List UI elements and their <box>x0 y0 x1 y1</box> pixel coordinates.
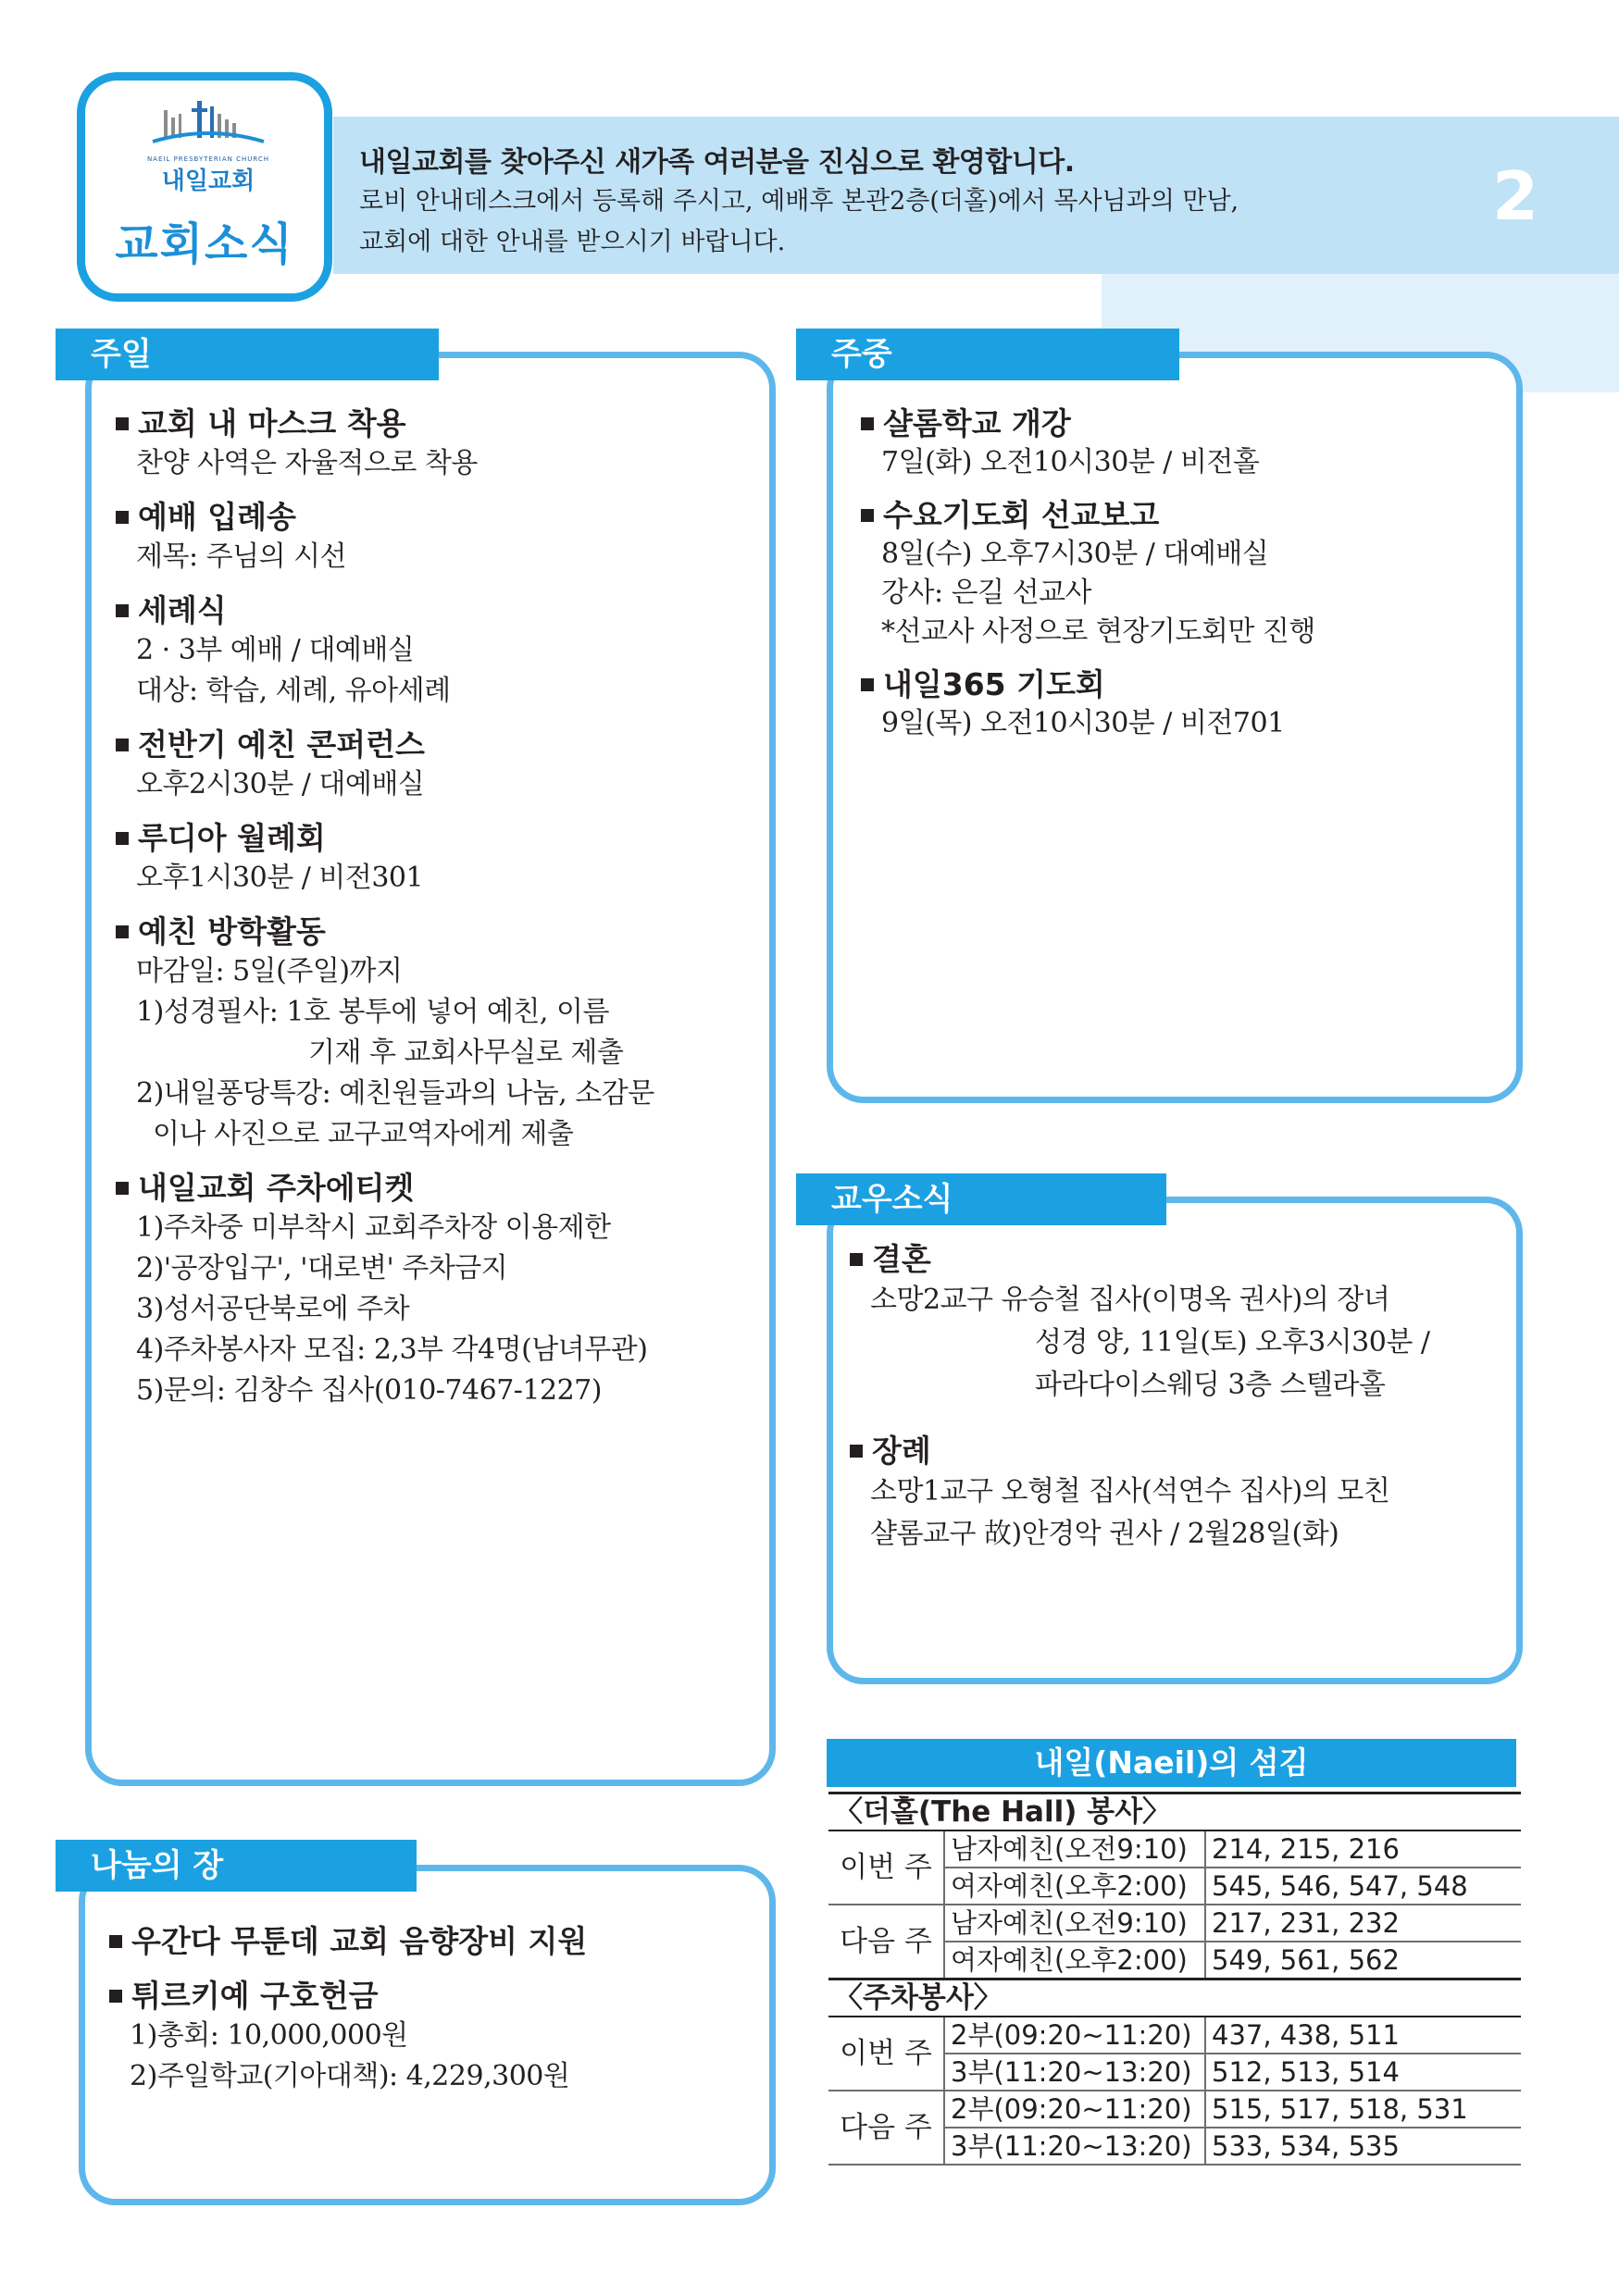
members-item-title <box>850 1235 1507 1279</box>
sharing-item-title-text: 튀르키예 구호헌금 <box>131 1978 379 2014</box>
weekday-item-title-text: 샬롬학교 개강 <box>883 405 1071 441</box>
sunday-item <box>116 908 764 1155</box>
weekday-item <box>861 400 1509 482</box>
group-cell: 2부(09:20~11:20) <box>944 2091 1205 2128</box>
logo-korean: 내일교회 <box>161 168 255 195</box>
sunday-item-line: 3)성서공단북로에 주차 <box>136 1293 410 1325</box>
sunday-item-line: 이나 사진으로 교구교역자에게 제출 <box>153 1118 574 1150</box>
weekday-item-title <box>861 491 1509 535</box>
church-logo-icon <box>143 97 273 153</box>
sunday-item-title <box>116 908 764 951</box>
sunday-item-line: 2)'공장입구', '대로변' 주차금지 <box>136 1252 508 1285</box>
members-item-line: 소망2교구 유승철 집사(이명옥 권사)의 장녀 <box>870 1284 1390 1316</box>
sunday-item-title <box>116 814 764 858</box>
week-cell: 이번 주 <box>828 2017 944 2091</box>
members-item-line: 샬롬교구 故)안경악 권사 / 2월28일(화) <box>870 1518 1339 1550</box>
bullet-square-icon <box>116 925 129 938</box>
group-cell: 남자예친(오전9:10) <box>944 1905 1205 1942</box>
weekday-list <box>861 400 1509 752</box>
numbers-cell: 217, 231, 232 <box>1205 1905 1521 1942</box>
weekday-tab: 주중 <box>796 329 1179 380</box>
sunday-item-line: 찬양 사역은 자율적으로 착용 <box>136 447 478 479</box>
sunday-item-line: 1)성경필사: 1호 봉투에 넣어 예친, 이름 <box>136 996 609 1028</box>
service-table <box>828 1792 1521 2166</box>
sunday-item-title-text: 교회 내 마스크 착용 <box>138 405 406 441</box>
sunday-item <box>116 400 764 484</box>
sunday-list <box>116 400 764 1421</box>
numbers-cell: 533, 534, 535 <box>1205 2128 1521 2165</box>
bullet-square-icon <box>861 678 874 691</box>
sunday-items <box>116 400 764 1411</box>
bullet-square-icon <box>116 511 129 524</box>
service-section-header: 〈더홀(The Hall) 봉사〉 <box>828 1793 1521 1831</box>
service-section-header: 〈주차봉사〉 <box>828 1980 1521 2017</box>
sunday-item <box>116 721 764 805</box>
members-list <box>850 1235 1507 1576</box>
welcome-line: 교회에 대한 안내를 받으시기 바랍니다. <box>359 228 786 256</box>
sharing-item-title <box>109 1972 757 2016</box>
bullet-square-icon <box>116 832 129 845</box>
numbers-cell: 214, 215, 216 <box>1205 1831 1521 1868</box>
group-cell: 3부(11:20~13:20) <box>944 2054 1205 2091</box>
weekday-item-line: 8일(수) 오후7시30분 / 대예배실 <box>881 538 1269 570</box>
table-row <box>828 1831 1521 1868</box>
week-cell: 다음 주 <box>828 2091 944 2165</box>
page-number: 2 <box>1492 157 1539 235</box>
sunday-item-title <box>116 587 764 630</box>
sunday-item-line: 대상: 학습, 세례, 유아세례 <box>136 675 451 707</box>
sharing-items <box>109 1917 757 2097</box>
sunday-item-line: 1)주차중 미부착시 교회주차장 이용제한 <box>136 1211 611 1244</box>
weekday-item-line: 9일(목) 오전10시30분 / 비전701 <box>881 707 1285 739</box>
sharing-item <box>109 1917 757 1961</box>
service-section-row <box>828 1980 1521 2017</box>
weekday-item-line: *선교사 사정으로 현장기도회만 진행 <box>881 615 1315 648</box>
members-item-title-text: 결혼 <box>872 1241 931 1277</box>
table-row <box>828 2091 1521 2128</box>
members-item <box>850 1235 1507 1407</box>
table-row <box>828 2017 1521 2054</box>
members-item-line: 성경 양, 11일(토) 오후3시30분 / <box>1035 1326 1430 1359</box>
sunday-item-line: 2)내일퐁당특강: 예친원들과의 나눔, 소감문 <box>136 1077 654 1110</box>
sharing-list <box>109 1917 757 2108</box>
table-row <box>828 1905 1521 1942</box>
welcome-heading: 내일교회를 찾아주신 새가족 여러분을 진심으로 환영합니다. <box>359 146 1075 179</box>
group-cell: 2부(09:20~11:20) <box>944 2017 1205 2054</box>
group-cell: 3부(11:20~13:20) <box>944 2128 1205 2165</box>
numbers-cell: 512, 513, 514 <box>1205 2054 1521 2091</box>
numbers-cell: 515, 517, 518, 531 <box>1205 2091 1521 2128</box>
group-cell: 여자예친(오후2:00) <box>944 1942 1205 1980</box>
bullet-square-icon <box>116 417 129 430</box>
members-item <box>850 1427 1507 1556</box>
sharing-item-line: 1)총회: 10,000,000원 <box>130 2019 408 2052</box>
weekday-item-title-text: 내일365 기도회 <box>883 666 1105 702</box>
sunday-item-line: 오후2시30분 / 대예배실 <box>136 768 425 800</box>
sunday-item-line: 2 · 3부 예배 / 대예배실 <box>136 634 415 666</box>
week-cell: 다음 주 <box>828 1905 944 1980</box>
members-item-title-text: 장례 <box>872 1433 931 1469</box>
sharing-item-title-text: 우간다 무툰데 교회 음향장비 지원 <box>131 1923 588 1959</box>
bullet-square-icon <box>850 1445 863 1458</box>
bullet-square-icon <box>109 1935 122 1948</box>
bullet-square-icon <box>850 1253 863 1266</box>
sunday-item-title-text: 전반기 예친 콘퍼런스 <box>138 726 425 763</box>
weekday-item-line: 강사: 은길 선교사 <box>881 577 1092 609</box>
sharing-item-title <box>109 1917 757 1961</box>
bullet-square-icon <box>861 417 874 430</box>
members-item-line: 파라다이스웨딩 3층 스텔라홀 <box>1035 1369 1386 1401</box>
sunday-tab: 주일 <box>56 329 439 380</box>
sunday-item-line: 제목: 주님의 시선 <box>136 540 347 573</box>
sunday-item <box>116 493 764 577</box>
sunday-item <box>116 814 764 899</box>
numbers-cell: 437, 438, 511 <box>1205 2017 1521 2054</box>
logo-english: NAEIL PRESBYTERIAN CHURCH <box>146 155 270 163</box>
bullet-square-icon <box>116 738 129 751</box>
service-title: 내일(Naeil)의 섬김 <box>827 1739 1516 1787</box>
group-cell: 남자예친(오전9:10) <box>944 1831 1205 1868</box>
sunday-item-title-text: 예친 방학활동 <box>138 913 326 949</box>
page-title: 교회소식 <box>115 218 294 270</box>
members-items <box>850 1235 1507 1556</box>
sunday-item-title-text: 예배 입례송 <box>138 499 296 535</box>
welcome-line: 로비 안내데스크에서 등록해 주시고, 예배후 본관2층(더홀)에서 목사님과의 만남, <box>359 187 1239 216</box>
weekday-item-line: 7일(화) 오전10시30분 / 비전홀 <box>881 446 1260 478</box>
weekday-item <box>861 661 1509 743</box>
sunday-item-title <box>116 721 764 764</box>
weekday-item-title <box>861 661 1509 704</box>
sunday-item-line: 마감일: 5일(주일)까지 <box>136 955 403 987</box>
sunday-item <box>116 587 764 712</box>
members-item-title <box>850 1427 1507 1471</box>
numbers-cell: 549, 561, 562 <box>1205 1942 1521 1980</box>
numbers-cell: 545, 546, 547, 548 <box>1205 1868 1521 1905</box>
sunday-item-title-text: 루디아 월례회 <box>138 820 326 856</box>
sunday-item-title-text: 내일교회 주차에티켓 <box>138 1170 415 1206</box>
sunday-item <box>116 1164 764 1411</box>
sunday-item-title <box>116 1164 764 1208</box>
sharing-item-line: 2)주일학교(기아대책): 4,229,300원 <box>130 2060 570 2092</box>
bullet-square-icon <box>861 509 874 522</box>
week-cell: 이번 주 <box>828 1831 944 1905</box>
weekday-items <box>861 400 1509 743</box>
service-section-row <box>828 1793 1521 1831</box>
sunday-item-line: 5)문의: 김창수 집사(010-7467-1227) <box>136 1374 602 1407</box>
members-tab: 교우소식 <box>796 1173 1166 1225</box>
group-cell: 여자예친(오후2:00) <box>944 1868 1205 1905</box>
sunday-item-line: 오후1시30분 / 비전301 <box>136 862 424 894</box>
bullet-square-icon <box>116 1182 129 1195</box>
sunday-item-line: 4)주차봉사자 모집: 2,3부 각4명(남녀무관) <box>136 1334 648 1366</box>
bullet-square-icon <box>116 604 129 617</box>
sunday-item-line: 기재 후 교회사무실로 제출 <box>308 1036 624 1069</box>
welcome-text <box>359 181 1239 263</box>
weekday-item <box>861 491 1509 652</box>
sunday-item-title-text: 세례식 <box>138 592 227 628</box>
sunday-item-title <box>116 400 764 443</box>
weekday-item-title <box>861 400 1509 443</box>
sharing-item <box>109 1972 757 2097</box>
bullet-square-icon <box>109 1990 122 2003</box>
sharing-tab: 나눔의 장 <box>56 1840 417 1892</box>
members-item-line: 소망1교구 오형철 집사(석연수 집사)의 모친 <box>870 1475 1390 1508</box>
sunday-item-title <box>116 493 764 537</box>
weekday-item-title-text: 수요기도회 선교보고 <box>883 497 1160 533</box>
